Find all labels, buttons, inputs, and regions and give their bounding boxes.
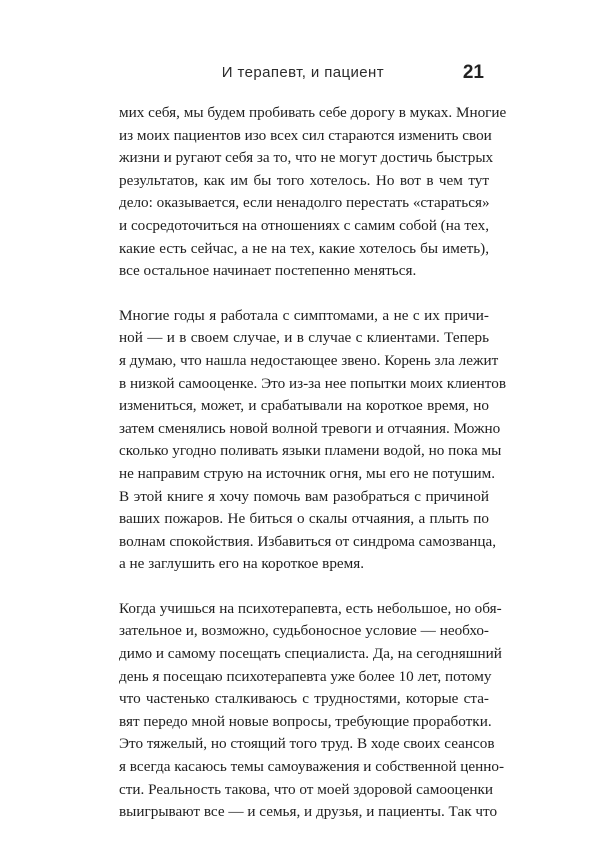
text-line: не направим струю на источник огня, мы его не потушим.	[119, 464, 496, 482]
text-line: сколько угодно поливать языки пламени водой, но пока мы	[119, 442, 502, 460]
text-line: измениться, может, и срабатывали на короткое время, но	[119, 397, 489, 415]
text-line: дело: оказывается, если ненадолго перестать «стараться»	[119, 194, 490, 212]
text-line: что частенько сталкиваюсь с трудностями, которые ста-	[119, 690, 489, 708]
text-line: я всегда касаюсь темы самоуважения и собственной ценно-	[119, 758, 505, 776]
text-line: и сосредоточиться на отношениях с самим собой (на тех,	[119, 216, 489, 234]
text-line: В этой книге я хочу помочь вам разобраться с причиной	[119, 487, 489, 505]
text-line: волнам спокойствия. Избавиться от синдрома самозванца,	[119, 532, 497, 550]
text-line: я думаю, что нашла недостающее звено. Корень зла лежит	[119, 351, 499, 369]
paragraph	[119, 305, 506, 576]
text-line: в низкой самооценке. Это из-за нее попытки моих клиентов	[119, 374, 506, 392]
text-line: ваших пожаров. Не биться о скалы отчаяния, а плыть по	[119, 510, 489, 528]
text-line: день я посещаю психотерапевта уже более 10 лет, потому	[119, 667, 492, 685]
text-line: сти. Реальность такова, что от моей здоровой самооценки	[119, 780, 494, 798]
text-line: выигрывают все — и семья, и друзья, и пациенты. Так что	[119, 803, 498, 821]
text-line: какие есть сейчас, а не на тех, какие хотелось бы иметь),	[119, 239, 489, 257]
paragraph	[119, 102, 507, 283]
text-line: Многие годы я работала с симптомами, а не с их причи-	[119, 306, 489, 324]
page-number: 21	[462, 62, 484, 83]
text-line: Это тяжелый, но стоящий того труд. В ходе своих сеансов	[119, 735, 495, 753]
text-line: ной — и в своем случае, и в случае с клиентами. Теперь	[119, 329, 489, 347]
text-line: все остальное начинает постепенно меняться.	[119, 262, 417, 280]
running-title: И терапевт, и пациент	[221, 64, 384, 81]
text-line: из моих пациентов изо всех сил стараются изменить свои	[119, 126, 492, 144]
body-text	[119, 102, 507, 846]
text-line: димо и самому посещать специалиста. Да, на сегодняшний	[119, 645, 502, 663]
text-line: вят передо мной новые вопросы, требующие проработки.	[119, 712, 492, 730]
text-line: мих себя, мы будем пробивать себе дорогу в муках. Многие	[119, 104, 507, 121]
text-line: зательное и, возможно, судьбоносное условие — необхо-	[119, 622, 489, 640]
text-line: Когда учишься на психотерапевта, есть небольшое, но обя-	[119, 599, 502, 617]
text-line: жизни и ругают себя за то, что не могут достичь быстрых	[119, 149, 494, 167]
running-header	[112, 62, 490, 86]
text-line: затем сменялись новой волной тревоги и отчаяния. Можно	[119, 419, 501, 437]
text-line: а не заглушить его на короткое время.	[119, 555, 365, 573]
text-line: результатов, как им бы того хотелось. Но вот в чем тут	[119, 171, 489, 189]
paragraph	[119, 598, 505, 824]
